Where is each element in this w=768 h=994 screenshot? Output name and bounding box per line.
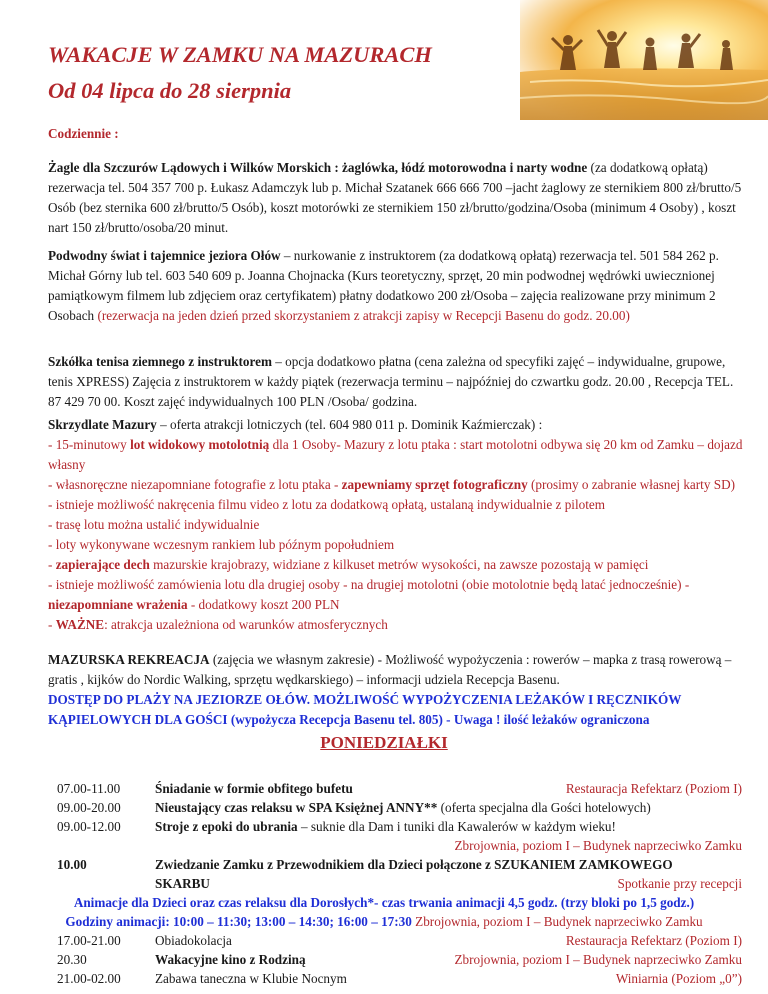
monday-heading: PONIEDZIAŁKI bbox=[320, 733, 448, 752]
people-running-into-sunset-water-icon bbox=[520, 0, 768, 120]
schedule-time: 21.00-02.00 bbox=[57, 971, 121, 986]
diving-offer bbox=[48, 246, 743, 326]
flying-item-2: - własnoręczne niezapomniane fotografie z lotu ptaka - zapewniamy sprzęt fotograficzny (prosimy o zabranie własnej karty SD) bbox=[48, 477, 735, 492]
date-range-title: Od 04 lipca do 28 sierpnia bbox=[48, 78, 292, 103]
schedule-row bbox=[0, 819, 768, 839]
schedule-row bbox=[0, 952, 768, 972]
sailing-lead: Żagle dla Szczurów Lądowych i Wilków Morskich : żaglówka, łódź motorowodna i narty wodne bbox=[48, 160, 588, 175]
schedule-location: Winiarnia (Poziom „0”) bbox=[615, 971, 742, 986]
schedule-row bbox=[0, 933, 768, 953]
schedule-desc: Wakacyjne kino z Rodziną bbox=[155, 952, 306, 967]
flying-text: – oferta atrakcji lotniczych (tel. 604 980 011 p. Dominik Kaźmierczak) : bbox=[156, 417, 543, 432]
schedule-row bbox=[0, 857, 768, 877]
schedule-time: 09.00-12.00 bbox=[57, 819, 121, 834]
schedule-row bbox=[0, 781, 768, 801]
sailing-offer bbox=[48, 158, 743, 238]
schedule-row bbox=[0, 876, 768, 896]
schedule-time: 07.00-11.00 bbox=[57, 781, 121, 796]
schedule-desc: Stroje z epoki do ubrania – suknie dla Dam i tuniki dla Kawalerów w każdym wieku! bbox=[155, 819, 616, 834]
schedule-location: Restauracja Refektarz (Poziom I) bbox=[565, 933, 742, 948]
sailing-text: (za dodatkową opłatą) rezerwacja tel. 504 357 700 p. Łukasz Adamczyk lub p. Michał Szatanek 666 666 700 –jacht żaglowy ze sternikiem 800 zł/brutto/5 Osób (bez sternika 600 zł/brutto/5 Osób), koszt motorówki ze sternikiem 150 zł/brutto/godzina/Osoba (minimum 4 Osoby) , koszt nart 150 zł/brutto/osoba/20 minut. bbox=[48, 160, 742, 235]
tennis-offer bbox=[48, 352, 743, 412]
schedule-desc: Nieustający czas relaksu w SPA Księżnej ANNY** (oferta specjalna dla Gości hotelowych) bbox=[155, 800, 651, 815]
recreation-text: (zajęcia we własnym zakresie) - Możliwość wypożyczenia : rowerów – mapka z trasą rowerową – gratis , kijków do Nordic Walking, sprzętu wędkarskiego) – informacji udziela Recepcja Basenu. bbox=[48, 652, 732, 687]
schedule-desc: Śniadanie w formie obfitego bufetu bbox=[155, 781, 353, 796]
schedule-desc: Obiadokolacja bbox=[155, 933, 232, 948]
schedule-row bbox=[0, 800, 768, 820]
schedule-time: 09.00-20.00 bbox=[57, 800, 121, 815]
flying-item-7: - istnieje możliwość zamówienia lotu dla drugiej osoby - na drugiej motolotni (obie motolotnie będą latać jednocześnie) - niezapomniane wrażenia - dodatkowy koszt 200 PLN bbox=[48, 577, 690, 612]
flying-item-3: - istnieje możliwość nakręcenia filmu video z lotu za dodatkową opłatą, ustalaną indywidualnie z pilotem bbox=[48, 497, 605, 512]
schedule-desc: Zwiedzanie Zamku z Przewodnikiem dla Dzieci połączone z SZUKANIEM ZAMKOWEGO bbox=[155, 857, 673, 872]
flying-item-8: - WAŻNE: atrakcja uzależniona od warunków atmosferycznych bbox=[48, 617, 388, 632]
schedule-time: 10.00 bbox=[57, 857, 87, 872]
beach-notice: DOSTĘP DO PLAŻY NA JEZIORZE OŁÓW. MOŻLIWOŚĆ WYPOŻYCZENIA LEŻAKÓW I RĘCZNIKÓW KĄPIELOWYCH DLA GOŚCI (wypożyczа Recepcja Basenu tel. 805) - Uwaga ! ilość leżaków ograniczona bbox=[48, 692, 682, 727]
flying-item-4: - trasę lotu można ustalić indywidualnie bbox=[48, 517, 260, 532]
schedule-location: Zbrojownia, poziom I – Budynek naprzeciwko Zamku bbox=[454, 952, 742, 967]
animation-hours: Godziny animacji: 10:00 – 11:30; 13:00 – 14:30; 16:00 – 17:30 Zbrojownia, poziom I – Budynek naprzeciwko Zamku bbox=[65, 914, 703, 929]
schedule-time: 17.00-21.00 bbox=[57, 933, 121, 948]
animation-info: Animacje dla Dzieci oraz czas relaksu dla Dorosłych*- czas trwania animacji 4,5 godz. (trzy bloki po 1,5 godz.) bbox=[73, 895, 695, 910]
schedule-row bbox=[0, 838, 768, 858]
diving-lead: Podwodny świat i tajemnice jeziora Ołów bbox=[48, 248, 281, 263]
tennis-text: – opcja dodatkowo płatna (cena zależna od specyfiki zajęć – indywidualne, grupowe, tenis XPRESS) Zajęcia z instruktorem w każdy piątek (rezerwacja terminu – najpóźniej do czwartku godz. 20.00 , Recepcja TEL. 87 429 70 00. Koszt zajęć indywidualnych 100 PLN /Osoba/ godzina. bbox=[48, 354, 734, 409]
tennis-lead: Szkółka tenisa ziemnego z instruktorem bbox=[48, 354, 272, 369]
schedule-time: 20.30 bbox=[57, 952, 87, 967]
flying-offer bbox=[48, 415, 743, 635]
diving-text: – nurkowanie z instruktorem (za dodatkową opłatą) rezerwacja tel. 501 584 262 p. Michał Górny lub tel. 603 540 609 p. Joanna Chojnacka (Kurs teoretyczny, sprzęt, 20 min podwodnej wędrówki uwiecznionej pamiątkowym filmem lub zdjęciem oraz certyfikatem) płatny dodatkowo 200 zł/Osoba – zajęcia realizowane przy minimum 2 Osobach bbox=[48, 248, 719, 323]
recreation-offer bbox=[48, 650, 743, 730]
page-title: WAKACJE W ZAMKU NA MAZURACH bbox=[48, 42, 432, 67]
schedule-location: Zbrojownia, poziom I – Budynek naprzeciwko Zamku bbox=[454, 838, 742, 853]
schedule-location: Spotkanie przy recepcji bbox=[617, 876, 742, 891]
daily-section-label bbox=[48, 124, 743, 144]
schedule-location: Restauracja Refektarz (Poziom I) bbox=[565, 781, 742, 796]
daily-label: Codziennie : bbox=[48, 126, 119, 141]
schedule-desc: Zabawa taneczna w Klubie Nocnym bbox=[155, 971, 347, 986]
flying-lead: Skrzydlate Mazury bbox=[48, 417, 157, 432]
flying-item-5: - loty wykonywane wczesnym rankiem lub późnym popołudniem bbox=[48, 537, 395, 552]
schedule-desc: SKARBU bbox=[155, 876, 210, 891]
schedule-row bbox=[0, 971, 768, 991]
flying-item-6: - zapierające dech mazurskie krajobrazy, widziane z kilkuset metrów wysokości, na zawsze pozostają w pamięci bbox=[48, 557, 649, 572]
flying-item-1: - 15-minutowy lot widokowy motolotnią dla 1 Osoby- Mazury z lotu ptaka : start motolotni odbywa się 20 km od Zamku – dojazd własny bbox=[48, 437, 743, 472]
diving-note: (rezerwacja na jeden dzień przed skorzystaniem z atrakcji zapisy w Recepcji Basenu do godz. 20.00) bbox=[97, 308, 630, 323]
recreation-lead: MAZURSKA REKREACJA bbox=[48, 652, 210, 667]
